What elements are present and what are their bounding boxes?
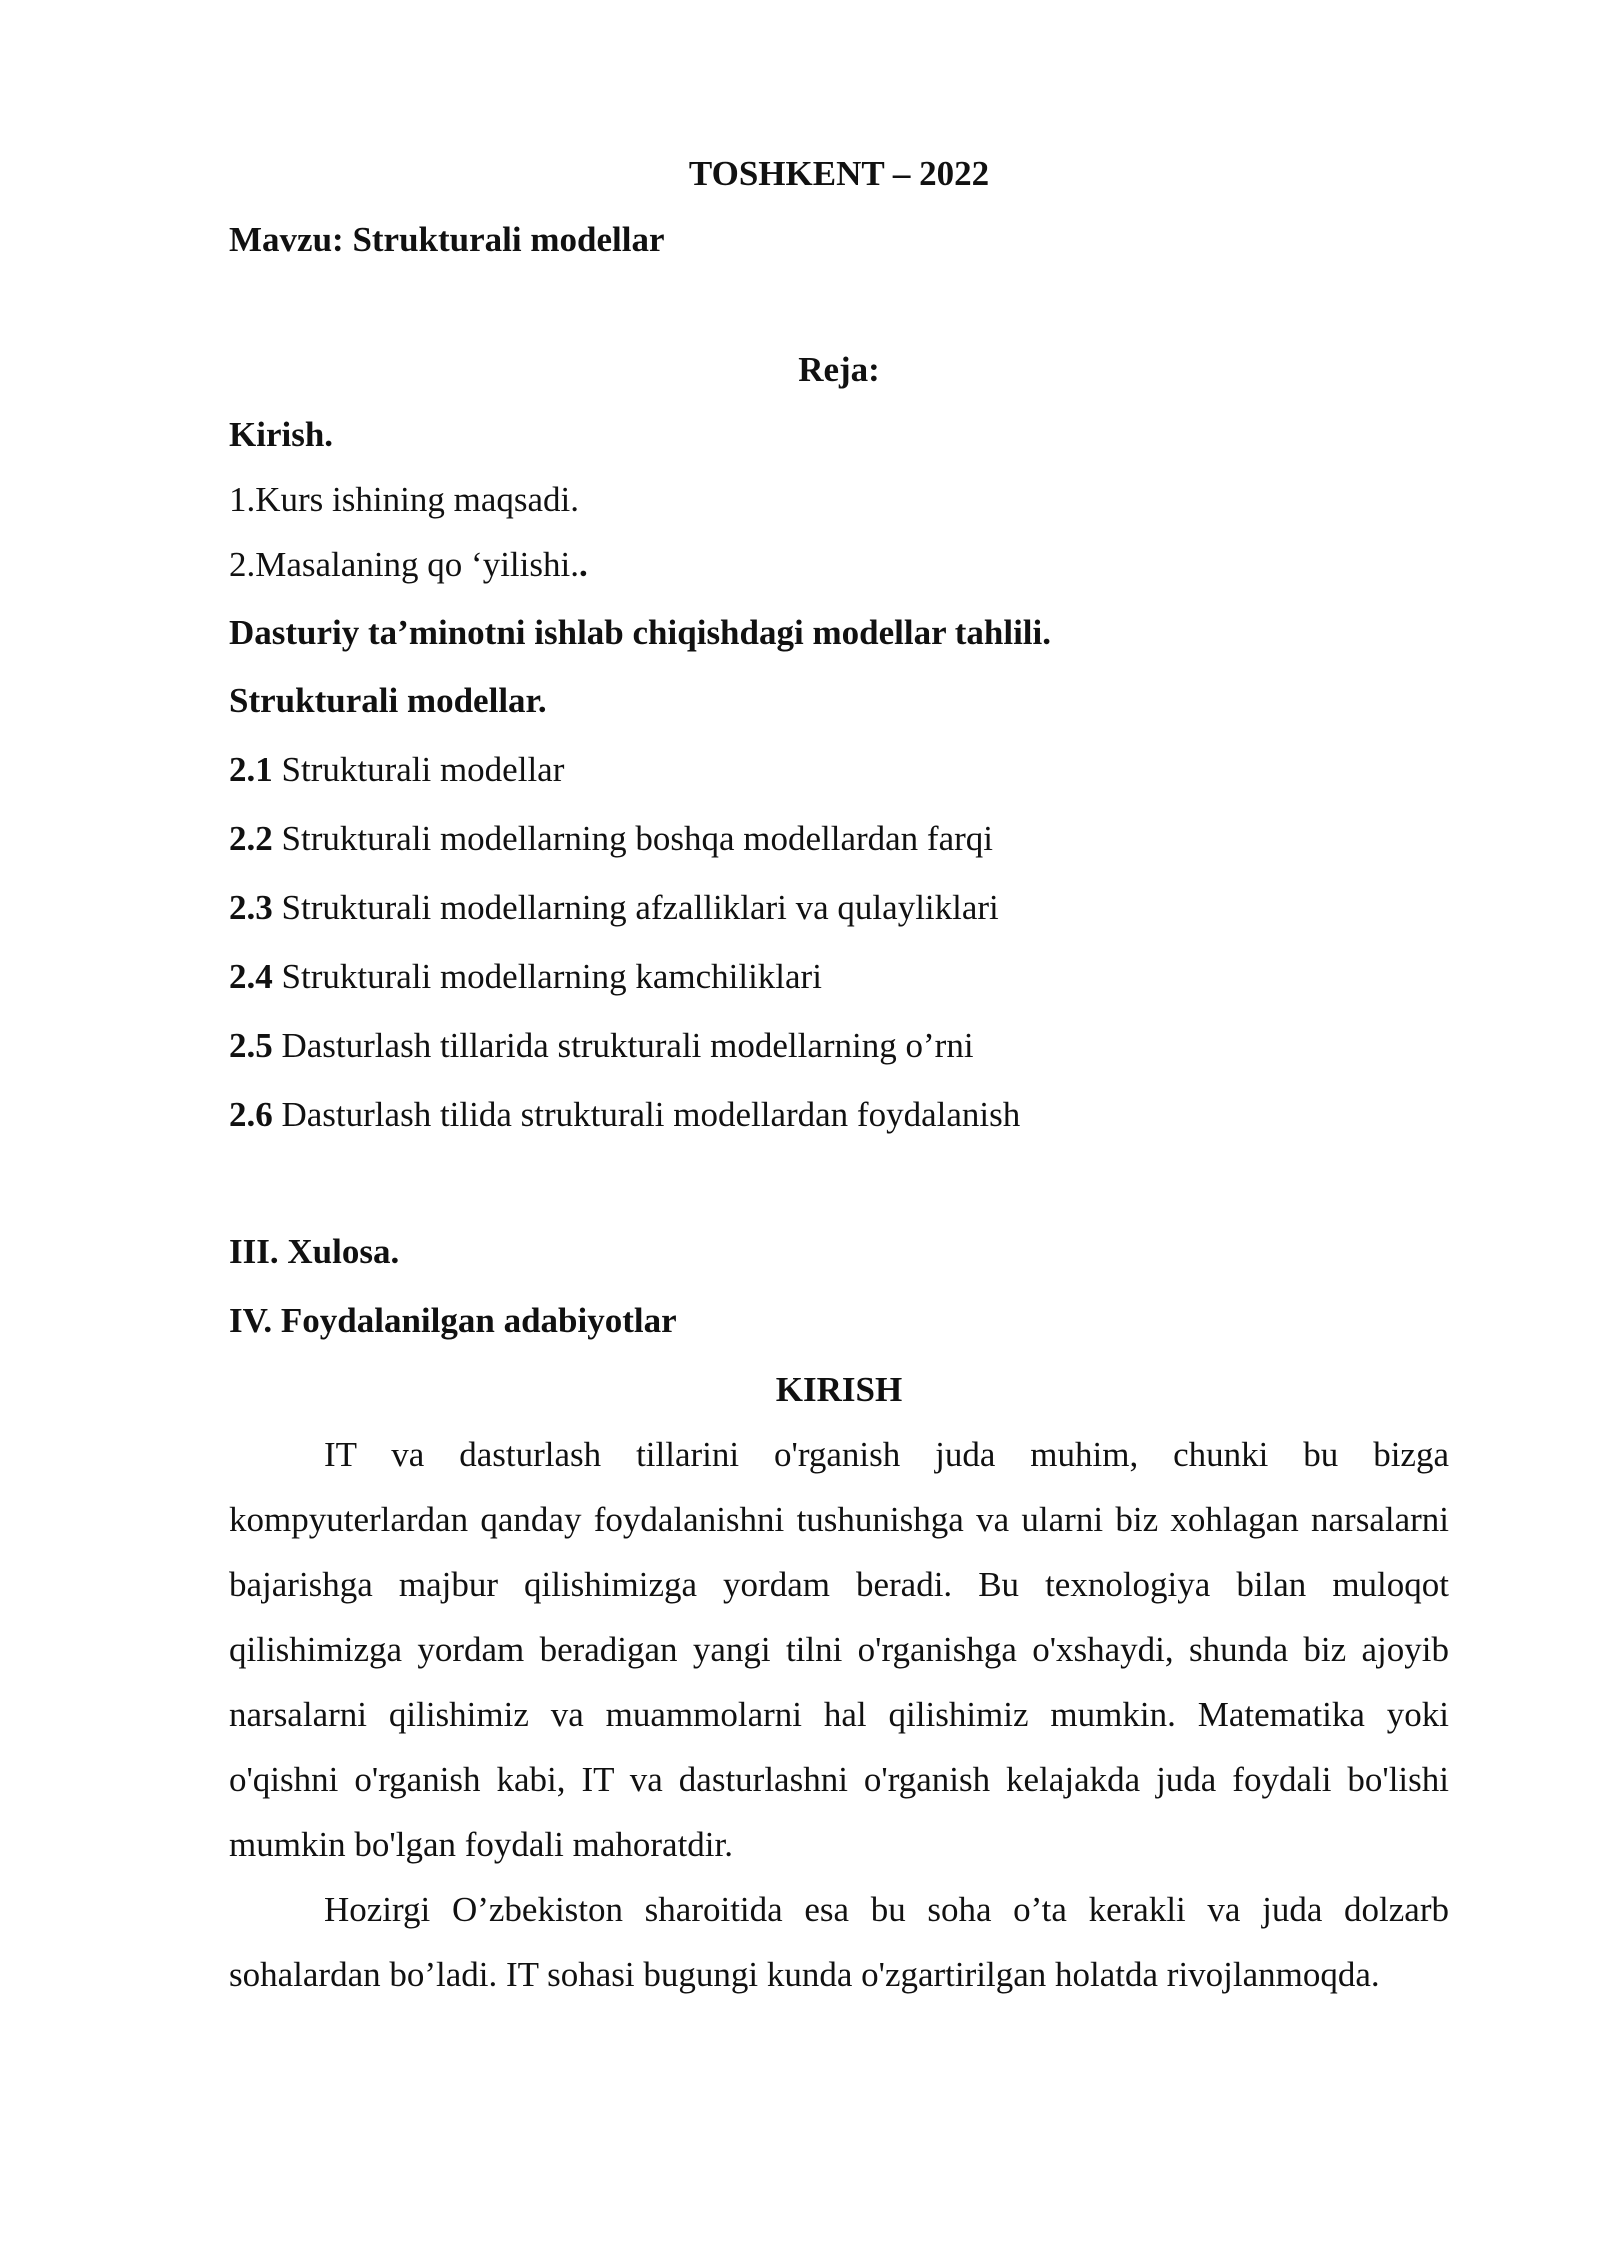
plan-intro: Kirish. [229,415,334,454]
subitem-number: 2.5 [229,1026,273,1065]
subitem-2-5 [229,1024,974,1068]
plan-references: IV. Foydalanilgan adabiyotlar [229,1301,677,1340]
subitem-2-4 [229,955,822,999]
subitem-text: Strukturali modellarning kamchiliklari [272,957,822,996]
section2-title: Dasturiy ta’minotni ishlab chiqishdagi modellar tahlili. [229,613,1051,652]
subitem-number: 2.2 [229,819,273,858]
subitem-2-6 [229,1093,1020,1137]
subitem-text: Strukturali modellarning afzalliklari va qulayliklari [272,888,999,927]
subitem-text: Strukturali modellar [272,750,565,789]
subitem-2-1 [229,748,564,792]
intro-paragraph-2: Hozirgi O’zbekiston sharoitida esa bu soha o’ta kerakli va juda dolzarb sohalardan bo’ladi. IT sohasi bugungi kunda o'zgartirilgan holatda rivojlanmoqda. [229,1890,1449,1994]
city-year-heading: TOSHKENT – 2022 [688,154,990,193]
plan-item-1: 1.Kurs ishining maqsadi. [229,480,579,519]
subitem-number: 2.1 [229,750,273,789]
plan-item-2 [229,543,588,587]
intro-section-title: KIRISH [775,1370,903,1409]
section2-sub: Strukturali modellar. [229,681,547,720]
subitem-text: Strukturali modellarning boshqa modellardan farqi [272,819,993,858]
subitem-text: Dasturlash tillarida strukturali modellarning o’rni [272,1026,974,1065]
topic-heading: Mavzu: Strukturali modellar [229,220,665,259]
subitem-text: Dasturlash tilida strukturali modellardan foydalanish [272,1095,1021,1134]
intro-paragraph-1: IT va dasturlash tillarini o'rganish juda muhim, chunki bu bizga kompyuterlardan qanday foydalanishni tushunishga va ularni biz xohlagan narsalarni bajarishga majbur qilishimizga yordam beradi. Bu texnologiya bilan muloqot qilishimizga yordam beradigan yangi tilni o'rganishga o'xshaydi, shunda biz ajoyib narsalarni qilishimiz va muammolarni hal qilishimiz mumkin. Matematika yoki o'qishni o'rganish kabi, IT va dasturlashni o'rganish kelajakda juda foydali bo'lishi mumkin bo'lgan foydali mahoratdir. [229,1435,1449,1864]
subitem-number: 2.6 [229,1095,273,1134]
plan-conclusion: III. Xulosa. [229,1232,400,1271]
plan-item-2-tail: . [578,545,588,584]
subitem-number: 2.4 [229,957,273,996]
subitem-2-2 [229,817,993,861]
subitem-number: 2.3 [229,888,273,927]
plan-item-2-text: 2.Masalaning qo ‘yilishi. [229,545,579,584]
plan-title: Reja: [798,350,880,389]
subitem-2-3 [229,886,999,930]
